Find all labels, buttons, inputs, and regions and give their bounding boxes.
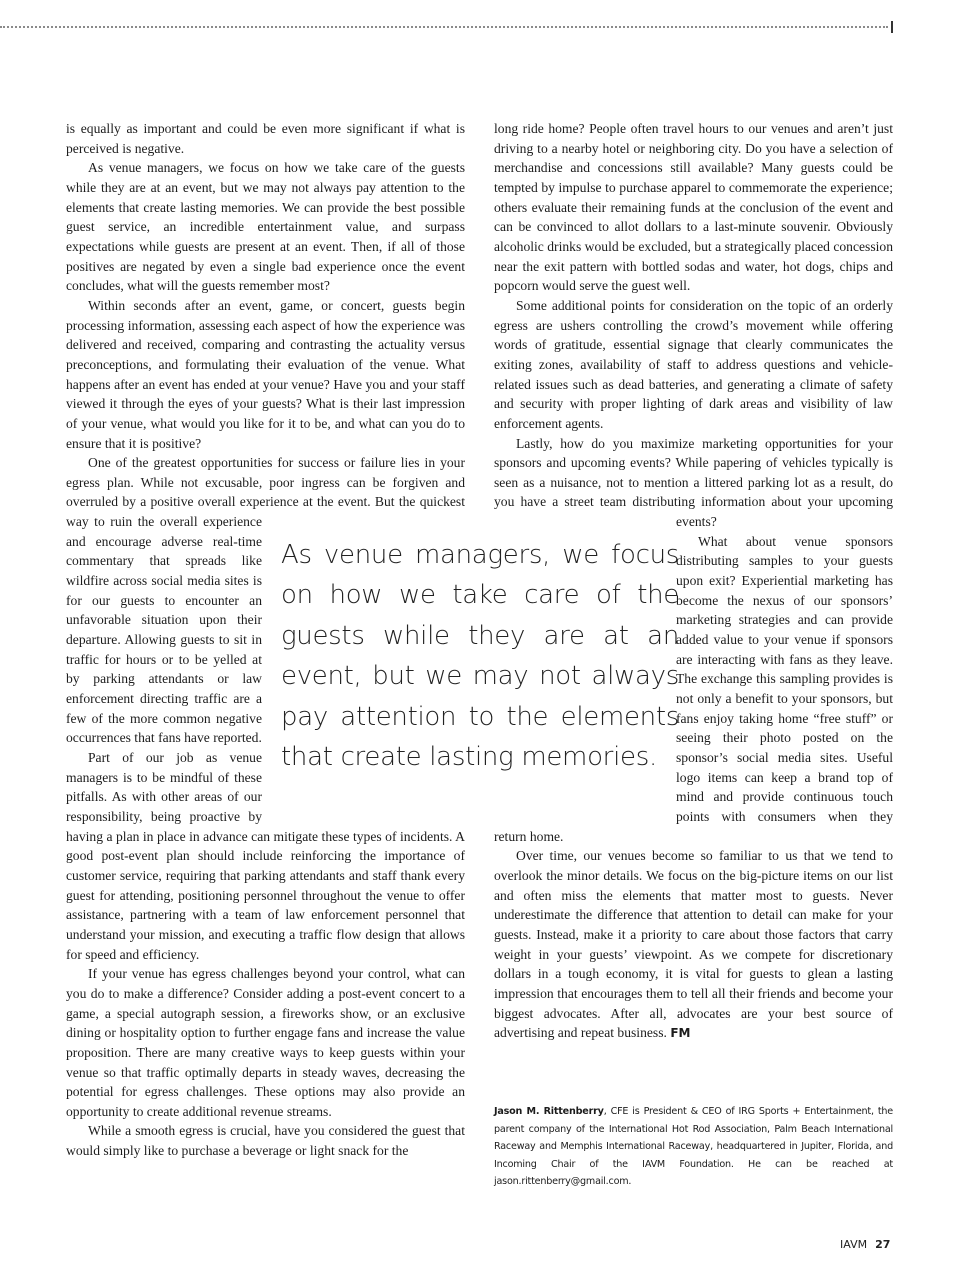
author-name: Jason M. Rittenberry — [494, 1106, 604, 1117]
paragraph: Within seconds after an event, game, or concert, guests begin processing information, assessing each aspect of how the experience was delivered and received, comparing and contrasting the actuality versus preconceptions, and formulating their evaluation of the venue. What happens after an event has ended at your venue? Have you and your staff viewed it through the eyes of your guests? What is their last impression of your venue, what would you like for it to be, and what can you do to ensure that it is positive? — [66, 297, 465, 451]
pull-quote: As venue managers, we focus on how we take care of the guests while they are at an event, but we may not always pay attention to the elements that create lasting memories. — [281, 540, 679, 773]
end-mark: FM — [670, 1026, 691, 1041]
paragraph: What about venue sponsors distributing samples to your guests upon exit? Experiential marketing has become the nexus of our sponsors’ marketing strategies and can provide added value to your venue if sponsors are interacting with fans as they leave. The exchange this sampling provides is not only a benefit to your sponsors, but fans enjoy taking home “free stuff” or seeing their photo posted on the sponsor’s social media sites. Useful logo items can keep a brand top of mind and provide continuous touch points with consumers when they return home. — [494, 533, 893, 844]
header-rule-end-mark — [891, 21, 893, 33]
author-bio-text: , CFE is President & CEO of IRG Sports + Entertainment, the parent company of the International Hot Rod Association, Palm Beach International Raceway and Memphis International Raceway, headquartered in Jupiter, Florida, and Incoming Chair of the IAVM Foundation. He can be reached at jason.rittenberry@gmail.com. — [494, 1106, 893, 1187]
header-dotted-rule — [0, 26, 888, 28]
page-footer — [840, 1238, 890, 1251]
paragraph: long ride home? People often travel hours to our venues and aren’t just driving to a nearby hotel or neighboring city. Do you have a selection of merchandise and concessions still available? Many guests could be tempted by impulse to purchase apparel to commemorate the experience; others evaluate their remaining funds at the conclusion of the event and can be convinced to allot dollars to a last-minute souvenir. Obviously alcoholic drinks would be excluded, but a strategically placed concession near the exit pattern with bottled sodas and water, hot dogs, chips and popcorn would serve the guest well. — [494, 121, 893, 294]
paragraph: One of the greatest opportunities for success or failure lies in your egress plan. While not excusable, poor ingress can be forgiven and overruled by a positive overall experience at the event. But the quickest way to ruin the overall experience and encourage adverse real-time commentary that spreads like wildfire across social media sites is for our guests to encounter an unfavorable situation upon their departure. Allowing guests to sit in traffic for hours or to be yelled at by parking attendants or law enforcement directing traffic are a few of the more common negative occurrences that fans have reported. — [66, 455, 465, 746]
paragraph: As venue managers, we focus on how we take care of the guests while they are at an event, but we may not always pay attention to the elements that create lasting memories. We can provide the best possible guest service, an incredible entertainment value, and surpass expectations while guests are present at an event. Then, if all of those positives are negated by even a single bad experience once the event concludes, what will the guests remember most? — [66, 160, 465, 294]
paragraph: Part of our job as venue managers is to be mindful of these pitfalls. As with other areas of our responsibility, being proactive by having a plan in place in advance can mitigate these types of incidents. A good post-event plan should include reinforcing the importance of customer service, requiring that parking attendants and staff thank every guest for attending, positioning personnel throughout the venue to offer assistance, partnering with a team of law enforcement personnel that understand your mission, and executing a traffic flow design that allows for speed and efficiency. — [66, 750, 465, 962]
paragraph: If your venue has egress challenges beyond your control, what can you do to make a difference? Consider adding a post-event concert to a game, a special autograph session, a fireworks show, or an exclusive dining or hospitality option to further engage fans and increase the value proposition. There are many creative ways to keep guests within your venue so that traffic optimally departs in steady waves, decreasing the potential for egress challenges. These options may also provide an opportunity to create additional revenue streams. — [66, 966, 465, 1119]
paragraph: is equally as important and could be even more significant if what is perceived is negative. — [66, 121, 465, 156]
closing-paragraph — [494, 846, 893, 1044]
page-number: 27 — [875, 1238, 891, 1251]
author-bio — [494, 1103, 893, 1191]
publication-name: IAVM — [840, 1238, 868, 1251]
paragraph: Some additional points for consideration on the topic of an orderly egress are ushers controlling the crowd’s movement while offering words of gratitude, essential signage that clearly communicates the exiting zones, availability of staff to address questions and vehicle-related issues such as dead batteries, and generating a climate of safety and security with proper lighting of dark areas and visibility of law enforcement agents. — [494, 297, 893, 431]
paragraph: Lastly, how do you maximize marketing opportunities for your sponsors and upcoming events? While papering of vehicles typically is seen as a nuisance, not to mention a littered parking lot as a result, do you have a street team distributing information about your upcoming events? — [494, 435, 893, 530]
closing-paragraph-text: Over time, our venues become so familiar to us that we tend to overlook the minor details. We focus on the big-picture items on our list and often miss the elements that matter most to guests. Never underestimate the difference that attention to detail can make for your guests. Instead, make it a priority to care about those factors that carry weight in your guests’ viewpoint. As we compete for discretionary dollars in a tough economy, it is vital for guests to glean a lasting impression that encourages them to tell all their friends and become your biggest advocates. After all, advocates are your best source of advertising and repeat business. — [494, 848, 893, 1041]
paragraph: While a smooth egress is crucial, have you considered the guest that would simply like to purchase a beverage or light snack for the — [66, 1123, 465, 1159]
